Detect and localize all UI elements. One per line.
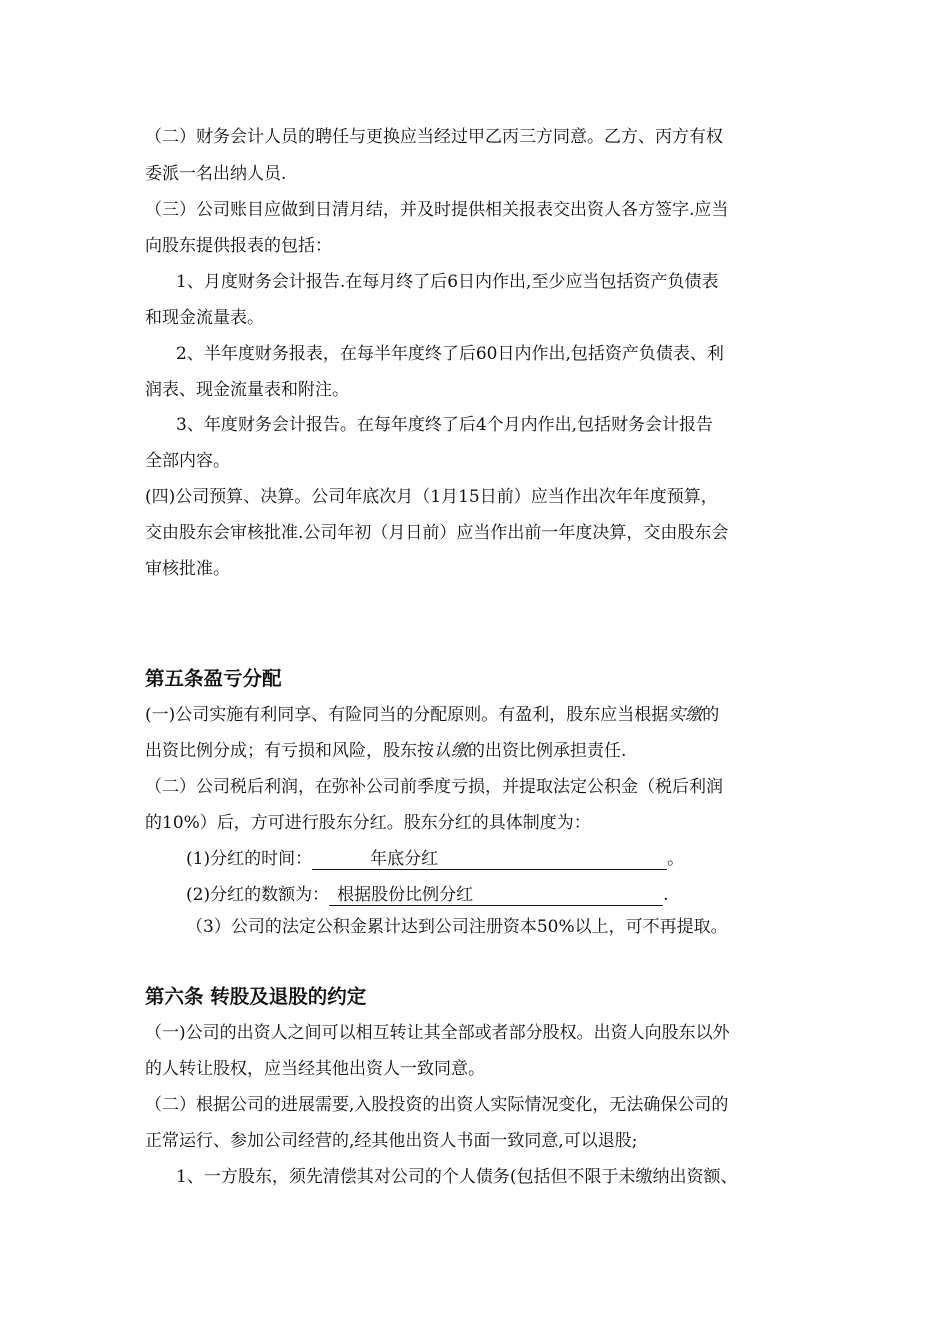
article-6-item-1-line-1: （一)公司的出资人之间可以相互转让其全部或者部分股权。出资人向股东以外 [145, 1023, 730, 1043]
dividend-time-end: 。 [667, 849, 685, 869]
dividend-amount-row [186, 884, 866, 906]
subscribed-term: 认缴 [434, 741, 468, 761]
item-3-line-1: （三）公司账目应做到日清月结，并及时提供相关报表交出资人各方签字.应当 [145, 200, 729, 220]
article-5-heading: 第五条盈亏分配 [145, 667, 282, 690]
article-5-item-1-text-d: 的出资比例承担责任. [468, 741, 627, 761]
statutory-reserve-rule: （3）公司的法定公积金累计达到公司注册资本50%以上，可不再提取。 [186, 917, 728, 937]
subitem-1-line-1: 1、月度财务会计报告.在每月终了后6日内作出,至少应当包括资产负债表 [176, 272, 719, 292]
article-5-item-2-line-1: （二）公司税后利润，在弥补公司前季度亏损，并提取法定公积金（税后利润 [145, 777, 723, 797]
article-6-item-2-line-1: （二）根据公司的进展需要,入股投资的出资人实际情况变化，无法确保公司的 [145, 1095, 729, 1115]
article-5-item-2-line-2: 的10%）后，方可进行股东分红。股东分红的具体制度为： [145, 813, 591, 833]
article-5-item-1-text-b: 的 [702, 705, 720, 725]
article-6-heading: 第六条 转股及退股的约定 [145, 985, 367, 1008]
paid-in-term: 实缴 [668, 705, 703, 725]
item-2-line-1: （二）财务会计人员的聘任与更换应当经过甲乙丙三方同意。乙方、丙方有权 [145, 127, 723, 147]
subitem-2-line-1: 2、半年度财务报表，在每半年度终了后60日内作出,包括资产负债表、利 [176, 344, 724, 364]
subitem-3-line-2: 全部内容。 [145, 451, 230, 471]
dividend-amount-end: . [663, 885, 669, 905]
article-6-item-1-line-2: 的人转让股权，应当经其他出资人一致同意。 [145, 1059, 485, 1079]
dividend-time-value: 年底分红 [370, 849, 439, 869]
article-5-item-1-line-2 [145, 740, 825, 762]
article-5-item-1-text-c: 出资比例分成；有亏损和风险，股东按 [145, 741, 434, 761]
dividend-amount-label: (2)分红的数额为： [186, 885, 330, 905]
dividend-amount-value: 根据股份比例分红 [337, 885, 474, 905]
item-4-line-3: 审核批准。 [145, 559, 230, 579]
dividend-time-row [186, 848, 866, 870]
article-5-item-1-text-a: (一)公司实施有利同享、有险同当的分配原则。有盈利，股东应当根据 [145, 705, 669, 725]
article-6-subitem-1-line-1: 1、一方股东，须先清偿其对公司的个人债务(包括但不限于未缴纳出资额、 [176, 1167, 738, 1187]
article-5-item-1-line-1 [145, 704, 825, 726]
item-4-line-1: (四)公司预算、决算。公司年底次月（1月15日前）应当作出次年年度预算， [145, 487, 718, 507]
item-2-line-2: 委派一名出纳人员. [145, 164, 287, 184]
subitem-2-line-2: 润表、现金流量表和附注。 [145, 380, 349, 400]
subitem-3-line-1: 3、年度财务会计报告。在每年度终了后4个月内作出,包括财务会计报告 [176, 415, 714, 435]
subitem-1-line-2: 和现金流量表。 [145, 308, 264, 328]
dividend-time-field [312, 849, 667, 870]
item-3-line-2: 向股东提供报表的包括： [145, 236, 332, 256]
dividend-amount-field [329, 885, 663, 906]
dividend-time-label: (1)分红的时间： [186, 849, 313, 869]
item-4-line-2: 交由股东会审核批准.公司年初（月日前）应当作出前一年度决算，交由股东会 [145, 523, 729, 543]
article-6-item-2-line-2: 正常运行、参加公司经营的,经其他出资人书面一致同意,可以退股; [145, 1131, 638, 1151]
